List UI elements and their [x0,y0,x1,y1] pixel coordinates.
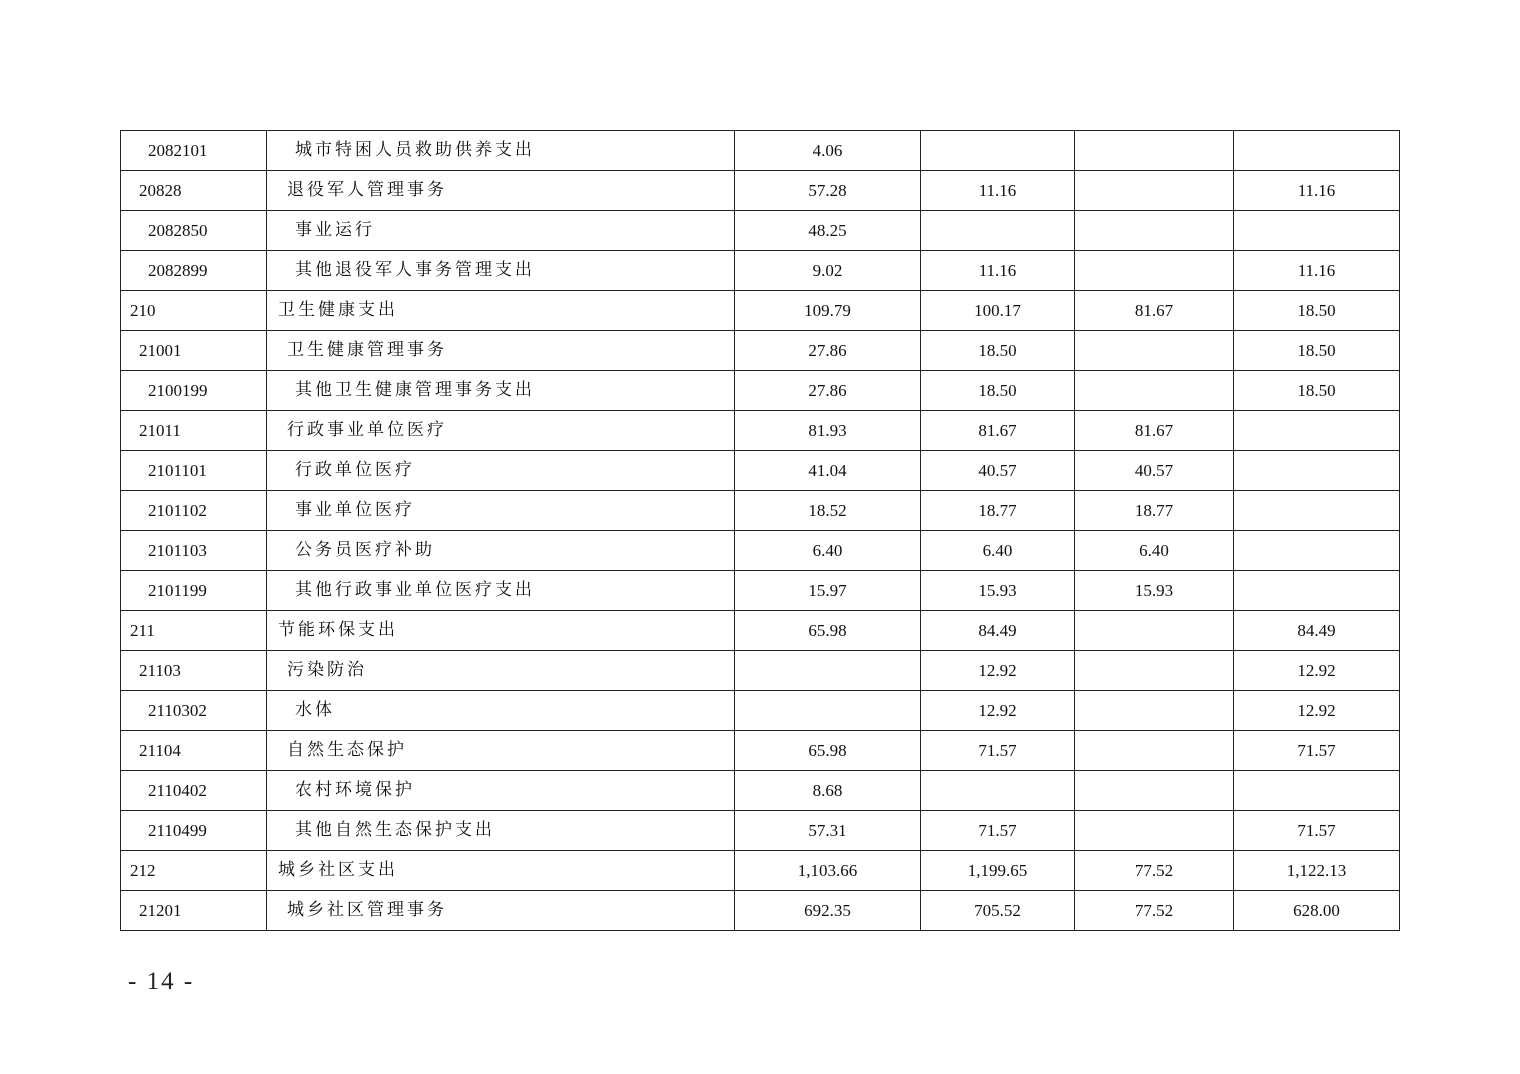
cell-value-4: 84.49 [1234,611,1400,651]
cell-value-2: 15.93 [921,571,1075,611]
table-row [121,491,1400,531]
cell-value-1 [735,691,921,731]
table-row [121,651,1400,691]
cell-value-4 [1234,451,1400,491]
cell-value-2: 81.67 [921,411,1075,451]
cell-name: 行政事业单位医疗 [267,411,735,451]
table-row [121,531,1400,571]
cell-code: 2101102 [121,491,267,531]
page-number: - 14 - [128,968,195,995]
cell-value-3: 18.77 [1075,491,1234,531]
table-row [121,211,1400,251]
cell-value-4: 628.00 [1234,891,1400,931]
cell-value-2: 12.92 [921,651,1075,691]
cell-name: 行政单位医疗 [267,451,735,491]
cell-value-3: 81.67 [1075,291,1234,331]
budget-expenditure-table [120,130,1400,931]
cell-value-4: 12.92 [1234,691,1400,731]
cell-value-4 [1234,771,1400,811]
cell-code: 2101101 [121,451,267,491]
cell-value-2: 71.57 [921,731,1075,771]
cell-code: 2082850 [121,211,267,251]
cell-value-3: 15.93 [1075,571,1234,611]
cell-value-2 [921,131,1075,171]
cell-value-2 [921,771,1075,811]
cell-value-1: 8.68 [735,771,921,811]
cell-value-4: 11.16 [1234,171,1400,211]
cell-value-2: 71.57 [921,811,1075,851]
table-row [121,811,1400,851]
cell-name: 公务员医疗补助 [267,531,735,571]
cell-code: 2101103 [121,531,267,571]
cell-value-3 [1075,691,1234,731]
cell-value-4: 71.57 [1234,811,1400,851]
cell-name: 城乡社区管理事务 [267,891,735,931]
table-row [121,451,1400,491]
cell-value-1: 27.86 [735,371,921,411]
cell-value-3 [1075,771,1234,811]
cell-name: 其他退役军人事务管理支出 [267,251,735,291]
cell-name: 卫生健康支出 [267,291,735,331]
cell-value-2: 6.40 [921,531,1075,571]
cell-value-1: 57.28 [735,171,921,211]
cell-name: 节能环保支出 [267,611,735,651]
table-row [121,891,1400,931]
cell-value-3 [1075,211,1234,251]
cell-value-4 [1234,211,1400,251]
cell-value-1: 41.04 [735,451,921,491]
cell-value-1: 65.98 [735,731,921,771]
cell-code: 20828 [121,171,267,211]
cell-value-3 [1075,811,1234,851]
table-row [121,411,1400,451]
cell-name: 其他自然生态保护支出 [267,811,735,851]
table-row [121,851,1400,891]
cell-value-2: 1,199.65 [921,851,1075,891]
cell-value-4 [1234,491,1400,531]
cell-value-2 [921,211,1075,251]
cell-code: 21104 [121,731,267,771]
cell-name: 卫生健康管理事务 [267,331,735,371]
cell-value-3 [1075,251,1234,291]
cell-value-4: 18.50 [1234,291,1400,331]
cell-code: 212 [121,851,267,891]
cell-value-1: 15.97 [735,571,921,611]
cell-value-3 [1075,651,1234,691]
cell-name: 自然生态保护 [267,731,735,771]
cell-code: 2082101 [121,131,267,171]
cell-name: 事业运行 [267,211,735,251]
cell-value-4: 11.16 [1234,251,1400,291]
cell-value-4: 18.50 [1234,371,1400,411]
cell-value-1: 18.52 [735,491,921,531]
cell-value-4 [1234,411,1400,451]
table-row [121,571,1400,611]
cell-name: 农村环境保护 [267,771,735,811]
cell-value-1: 1,103.66 [735,851,921,891]
cell-value-3: 77.52 [1075,851,1234,891]
cell-code: 21011 [121,411,267,451]
cell-name: 退役军人管理事务 [267,171,735,211]
cell-value-3 [1075,731,1234,771]
cell-value-4: 12.92 [1234,651,1400,691]
table-row [121,331,1400,371]
cell-name: 城市特困人员救助供养支出 [267,131,735,171]
cell-value-2: 18.50 [921,371,1075,411]
cell-value-1: 81.93 [735,411,921,451]
table-row [121,131,1400,171]
cell-name: 污染防治 [267,651,735,691]
cell-value-4: 71.57 [1234,731,1400,771]
cell-value-4: 1,122.13 [1234,851,1400,891]
cell-code: 2101199 [121,571,267,611]
cell-name: 其他行政事业单位医疗支出 [267,571,735,611]
table-row [121,731,1400,771]
cell-name: 其他卫生健康管理事务支出 [267,371,735,411]
cell-value-1: 57.31 [735,811,921,851]
cell-value-1: 48.25 [735,211,921,251]
cell-value-2: 11.16 [921,251,1075,291]
cell-value-3: 6.40 [1075,531,1234,571]
cell-value-1 [735,651,921,691]
cell-code: 2110499 [121,811,267,851]
cell-value-3 [1075,331,1234,371]
table-row [121,251,1400,291]
cell-value-2: 100.17 [921,291,1075,331]
cell-value-4 [1234,131,1400,171]
cell-value-2: 18.77 [921,491,1075,531]
cell-value-3: 40.57 [1075,451,1234,491]
table-row [121,291,1400,331]
cell-value-3: 77.52 [1075,891,1234,931]
cell-code: 21201 [121,891,267,931]
cell-code: 2100199 [121,371,267,411]
cell-name: 城乡社区支出 [267,851,735,891]
cell-value-1: 109.79 [735,291,921,331]
cell-value-1: 4.06 [735,131,921,171]
cell-value-4: 18.50 [1234,331,1400,371]
table-body [121,131,1400,931]
cell-code: 2082899 [121,251,267,291]
cell-code: 211 [121,611,267,651]
cell-value-3 [1075,171,1234,211]
cell-value-1: 692.35 [735,891,921,931]
cell-value-2: 84.49 [921,611,1075,651]
cell-value-2: 11.16 [921,171,1075,211]
cell-value-1: 65.98 [735,611,921,651]
cell-name: 水体 [267,691,735,731]
cell-code: 2110402 [121,771,267,811]
cell-code: 21103 [121,651,267,691]
table-row [121,691,1400,731]
cell-value-1: 27.86 [735,331,921,371]
cell-value-2: 18.50 [921,331,1075,371]
cell-code: 210 [121,291,267,331]
cell-value-1: 9.02 [735,251,921,291]
table-row [121,771,1400,811]
cell-value-3 [1075,611,1234,651]
table-row [121,171,1400,211]
cell-value-2: 12.92 [921,691,1075,731]
cell-name: 事业单位医疗 [267,491,735,531]
table-row [121,371,1400,411]
cell-code: 2110302 [121,691,267,731]
cell-value-1: 6.40 [735,531,921,571]
cell-value-2: 705.52 [921,891,1075,931]
cell-value-4 [1234,571,1400,611]
cell-value-3: 81.67 [1075,411,1234,451]
cell-value-3 [1075,371,1234,411]
table-row [121,611,1400,651]
cell-value-3 [1075,131,1234,171]
cell-value-2: 40.57 [921,451,1075,491]
cell-code: 21001 [121,331,267,371]
cell-value-4 [1234,531,1400,571]
